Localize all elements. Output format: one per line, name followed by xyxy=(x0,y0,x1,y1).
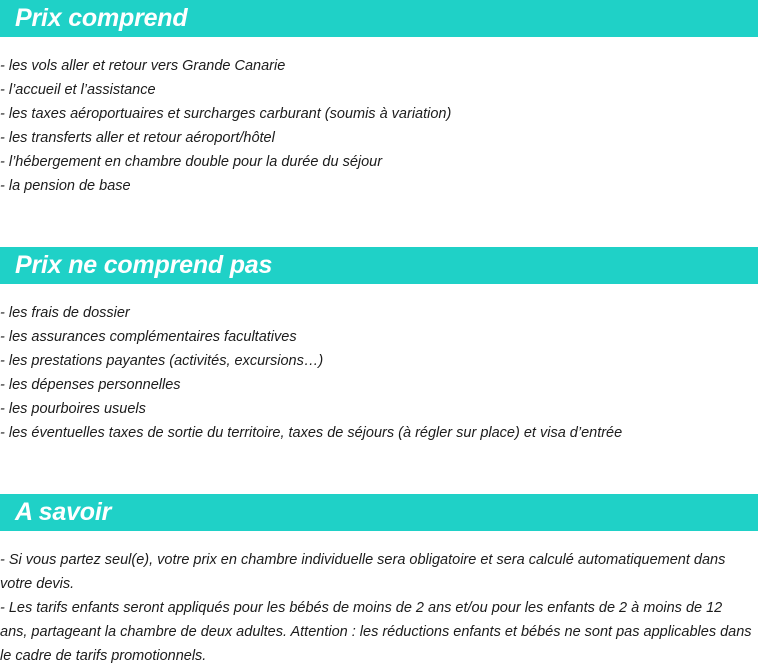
list-item: - les assurances complémentaires facultatives xyxy=(0,329,297,345)
list-item: - les dépenses personnelles xyxy=(0,377,181,393)
section-header-prix-ne-comprend-pas: Prix ne comprend pas xyxy=(0,247,758,284)
list-item: - l’accueil et l’assistance xyxy=(0,82,156,98)
section-list-prix-ne-comprend-pas xyxy=(0,301,752,445)
section-header-a-savoir: A savoir xyxy=(0,494,758,531)
list-item: - les frais de dossier xyxy=(0,305,130,321)
section-text-a-savoir xyxy=(0,548,752,668)
list-item: - les taxes aéroportuaires et surcharges carburant (soumis à variation) xyxy=(0,106,452,122)
list-item: - les transferts aller et retour aéroport/hôtel xyxy=(0,130,275,146)
list-item: - l’hébergement en chambre double pour la durée du séjour xyxy=(0,154,383,170)
list-item: - les pourboires usuels xyxy=(0,401,146,417)
list-item: - la pension de base xyxy=(0,178,131,194)
section-list-prix-comprend xyxy=(0,54,752,198)
list-item: - les vols aller et retour vers Grande Canarie xyxy=(0,58,286,74)
section-header-prix-comprend: Prix comprend xyxy=(0,0,758,37)
list-item: - les prestations payantes (activités, excursions…) xyxy=(0,353,324,369)
info-paragraph: - Si vous partez seul(e), votre prix en chambre individuelle sera obligatoire et sera calculé automatiquement dans votre devis. xyxy=(0,552,726,592)
list-item: - les éventuelles taxes de sortie du territoire, taxes de séjours (à régler sur place) et visa d’entrée xyxy=(0,425,623,441)
info-paragraph: - Les tarifs enfants seront appliqués pour les bébés de moins de 2 ans et/ou pour les enfants de 2 à moins de 12 ans, partageant la chambre de deux adultes. Attention : les réductions enfants et bébés ne sont pas applicables dans le cadre de tarifs promotionnels. xyxy=(0,600,752,664)
